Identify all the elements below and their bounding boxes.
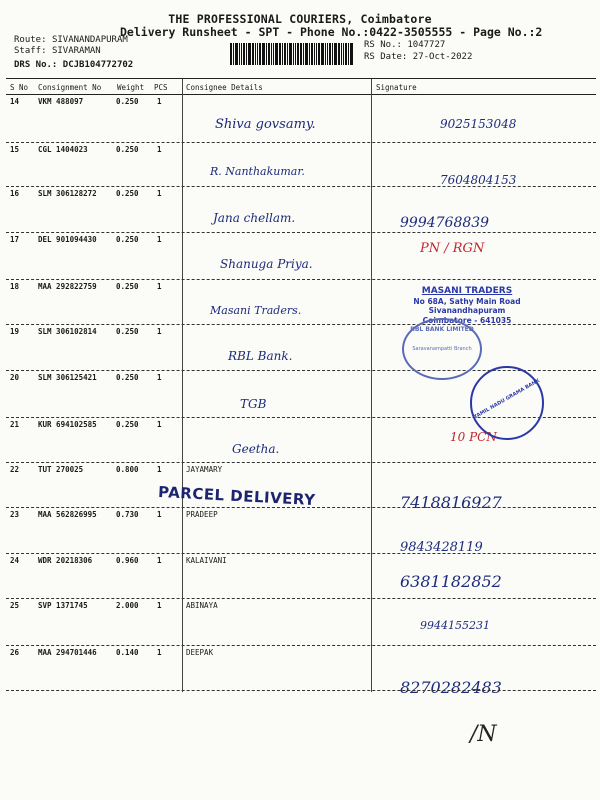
row-weight: 2.000 (116, 601, 139, 610)
row-handwritten-consignee: Geetha. (232, 442, 280, 456)
row-pcs: 1 (157, 373, 162, 382)
row-separator (6, 279, 596, 280)
row-handwritten-consignee: Shanuga Priya. (220, 257, 313, 271)
row-sno: 14 (10, 97, 20, 106)
row-pcs: 1 (157, 465, 162, 474)
row-pcs: 1 (157, 97, 162, 106)
row-consignment-no: CGL 1404023 (38, 145, 88, 154)
row-sno: 17 (10, 235, 20, 244)
row-sno: 25 (10, 601, 20, 610)
runsheet-subtitle: Delivery Runsheet - SPT - Phone No.:0422-3505555 - Page No.:2 (120, 25, 543, 39)
row-pcs: 1 (157, 510, 162, 519)
row-signature: 9843428119 (400, 540, 483, 555)
row-weight: 0.250 (116, 373, 139, 382)
courier-title: THE PROFESSIONAL COURIERS, Coimbatore (168, 12, 432, 26)
row-handwritten-consignee: Shiva govsamy. (215, 117, 316, 132)
staff-value: SIVARAMAN (51, 46, 101, 56)
tgb-bank-seal (470, 366, 544, 440)
row-consignee-name: PRADEEP (186, 510, 218, 519)
row-handwritten-consignee: TGB (240, 397, 267, 411)
masani-address-1: No 68A, Sathy Main Road (413, 296, 521, 306)
rs-date-value: 27-Oct-2022 (412, 52, 473, 62)
row-signature: 6381182852 (400, 572, 502, 591)
row-separator (6, 462, 596, 463)
row-sno: 19 (10, 327, 20, 336)
row-consignment-no: DEL 901094430 (38, 235, 97, 244)
row-consignment-no: KUR 694102585 (38, 420, 97, 429)
row-weight: 0.250 (116, 189, 139, 198)
row-separator (6, 598, 596, 599)
rs-date-label: RS Date: (364, 52, 408, 62)
row-sno: 15 (10, 145, 20, 154)
row-consignment-no: SLM 306125421 (38, 373, 97, 382)
rbl-bank-seal (402, 318, 482, 380)
row-handwritten-consignee: Masani Traders. (210, 304, 302, 317)
staff-label: Staff: (14, 46, 47, 56)
row-sno: 16 (10, 189, 20, 198)
row-sno: 24 (10, 556, 20, 565)
rs-date-line (364, 52, 472, 62)
row-consignment-no: SLM 306102814 (38, 327, 97, 336)
col-consignee: Consignee Details (186, 83, 263, 92)
rs-no-label: RS No.: (364, 40, 402, 50)
row-consignment-no: VKM 488097 (38, 97, 84, 106)
rbl-seal-text: RBL BANK LIMITED (410, 326, 474, 333)
row-weight: 0.250 (116, 327, 139, 336)
row-consignee-name: KALAIVANI (186, 556, 227, 565)
row-pcs: 1 (157, 420, 162, 429)
row-pcs: 1 (157, 556, 162, 565)
row-weight: 0.250 (116, 235, 139, 244)
table-top-rule (6, 78, 596, 79)
row-separator (6, 186, 596, 187)
row-pcs: 1 (157, 648, 162, 657)
masani-address-3: Coimbatore - 641035 (422, 315, 512, 325)
row-consignee-name: ABINAYA (186, 601, 218, 610)
row-weight: 0.800 (116, 465, 139, 474)
row-consignment-no: SVP 1371745 (38, 601, 88, 610)
row-handwritten-consignee: Jana chellam. (213, 211, 296, 225)
drs-line (14, 60, 133, 70)
row-consignment-no: TUT 270025 (38, 465, 84, 474)
row-weight: 0.250 (116, 145, 139, 154)
drs-label: DRS No.: (14, 60, 58, 70)
row-consignment-no: MAA 294701446 (38, 648, 97, 657)
row-pcs: 1 (157, 282, 162, 291)
row-sno: 20 (10, 373, 20, 382)
row-signature: 7604804153 (440, 173, 517, 187)
row-weight: 0.960 (116, 556, 139, 565)
row-weight: 0.140 (116, 648, 139, 657)
staff-line (14, 46, 101, 56)
masani-traders-stamp (402, 287, 532, 325)
row-signature: 9944155231 (420, 619, 490, 632)
rs-no-value: 1047727 (407, 40, 446, 50)
rbl-seal-branch: Saravanampatti Branch (412, 346, 472, 352)
row-weight: 0.250 (116, 282, 139, 291)
row-signature: 9994768839 (400, 215, 490, 231)
drs-value: DCJB104772702 (62, 60, 134, 70)
row-signature: 7418816927 (400, 493, 502, 512)
route-value: SIVANANDAPURAM (51, 35, 128, 45)
consignee-column-divider (182, 79, 183, 692)
row-consignment-no: MAA 562826995 (38, 510, 97, 519)
row-pcs: 1 (157, 327, 162, 336)
row-consignee-name: DEEPAK (186, 648, 214, 657)
table-header-rule (6, 94, 596, 95)
row-sno: 22 (10, 465, 20, 474)
col-signature: Signature (376, 83, 417, 92)
row-separator (6, 553, 596, 554)
footer-initials: /N (470, 722, 497, 747)
row-handwritten-consignee: R. Nanthakumar. (210, 165, 305, 178)
row-weight: 0.730 (116, 510, 139, 519)
row-sno: 21 (10, 420, 20, 429)
row-signature: 8270282483 (400, 678, 502, 697)
row-consignment-no: MAA 292822759 (38, 282, 97, 291)
col-pcs: PCS (154, 83, 168, 92)
row-pcs: 1 (157, 145, 162, 154)
row-separator (6, 232, 596, 233)
row-handwritten-consignee: RBL Bank. (228, 349, 293, 363)
row-pcs: 1 (157, 189, 162, 198)
tgb-seal-text: TAMIL NADU GRAMA BANK (473, 377, 541, 421)
row-consignee-name: JAYAMARY (186, 465, 223, 474)
row-separator (6, 645, 596, 646)
row-consignment-no: WDR 20218306 (38, 556, 93, 565)
rs-no-line (364, 40, 445, 50)
col-consignment: Consignment No (38, 83, 102, 92)
row-separator (6, 142, 596, 143)
parcel-delivery-stamp: PARCEL DELIVERY (157, 482, 316, 510)
row-separator (6, 690, 596, 691)
row-signature: 9025153048 (440, 117, 517, 131)
col-sno: S No (10, 83, 29, 92)
row-weight: 0.250 (116, 420, 139, 429)
masani-address-2: Sivanandhapuram (428, 306, 506, 315)
row-weight: 0.250 (116, 97, 139, 106)
barcode (230, 43, 358, 65)
signature-column-divider (371, 79, 372, 692)
row-sno: 23 (10, 510, 20, 519)
row-consignment-no: SLM 306128272 (38, 189, 97, 198)
route-label: Route: (14, 35, 47, 45)
row-sno: 18 (10, 282, 20, 291)
row-sno: 26 (10, 648, 20, 657)
row-signature: 10 PCN (450, 430, 497, 444)
masani-name: MASANI TRADERS (421, 286, 513, 296)
row-signature: PN / RGN (420, 241, 485, 256)
row-pcs: 1 (157, 235, 162, 244)
col-weight: Weight (117, 83, 145, 92)
route-line (14, 35, 128, 45)
row-pcs: 1 (157, 601, 162, 610)
